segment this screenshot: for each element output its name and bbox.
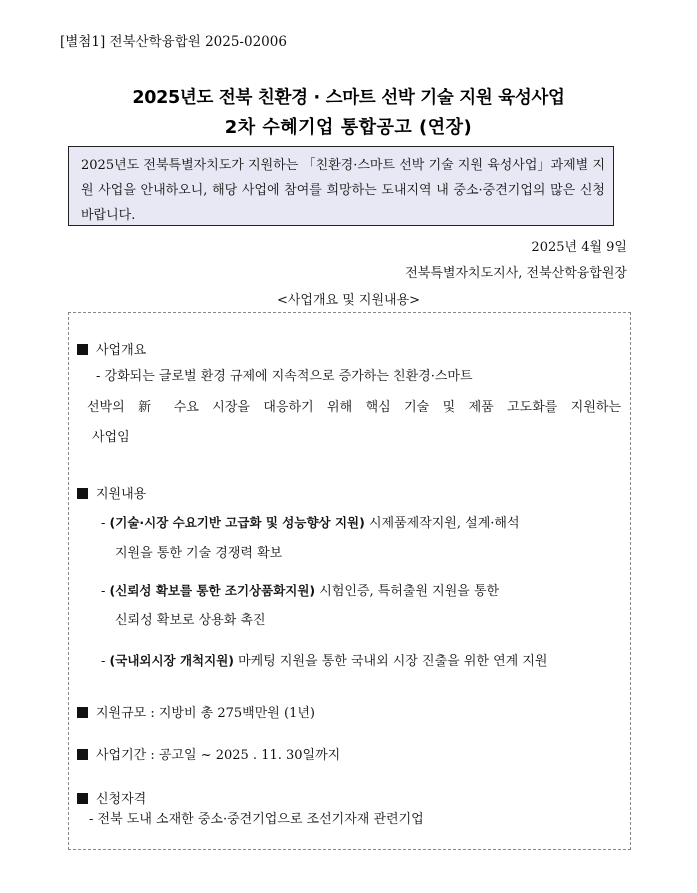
notice-subtitle: 2차 수혜기업 통합공고 (연장) [224,117,473,138]
intro-box [68,146,614,226]
document-reference-number: [별첨1] 전북산학융합원 2025-02006 [60,34,287,50]
square-bullet-icon [77,488,88,499]
support-item: - (국내외시장 개척지원) 마케팅 지원을 통한 국내외 시장 진출을 위한 연계 지원 [101,653,548,669]
section-heading: <사업개요 및 지원내용> [276,293,421,308]
notice-date: 2025년 4월 9일 [531,240,627,255]
square-bullet-icon [77,749,88,760]
overview-line: 사업임 [92,430,130,445]
overview-section-title: 사업개요 [77,339,146,358]
support-item: - (기술·시장 수요기반 고급화 및 성능향상 지원) 시제품제작지원, 설계·해석 [101,515,520,531]
overview-line: 선박의 新 수요 시장을 대응하기 위해 핵심 기술 및 제품 고도화를 지원하는 [87,400,621,415]
content-box [68,312,631,850]
scale-section: 지원규모 : 지방비 총 275백만원 (1년) [77,702,315,721]
support-item-line2: 신뢰성 확보로 상용화 촉진 [115,613,266,628]
square-bullet-icon [77,707,88,718]
eligibility-section-title: 신청자격 [77,788,146,807]
notice-title: 2025년도 전북 친환경 · 스마트 선박 기술 지원 육성사업 [132,88,565,108]
square-bullet-icon [77,344,88,355]
support-item: - (신뢰성 확보를 통한 조기상품화지원) 시험인증, 특허출원 지원을 통한 [101,583,500,599]
eligibility-line: - 전북 도내 소재한 중소·중견기업으로 조선기자재 관련기업 [89,812,424,827]
support-item-line2: 지원을 통한 기술 경쟁력 확보 [115,546,283,561]
square-bullet-icon [77,793,88,804]
support-section-title: 지원내용 [77,483,146,502]
period-section: 사업기간 : 공고일 ~ 2025 . 11. 30일까지 [77,744,340,763]
intro-text: 2025년도 전북특별자치도가 지원하는 「친환경·스마트 선박 기술 지원 육성사업」과제별 지원 사업을 안내하오니, 해당 사업에 참여를 희망하는 도내지역 내 중소·중견기업의 많은 신청 바랍니다. [81,158,605,223]
issuer: 전북특별자치도지사, 전북산학융합원장 [405,266,627,281]
overview-line: - 강화되는 글로벌 환경 규제에 지속적으로 증가하는 친환경·스마트 [96,369,473,384]
